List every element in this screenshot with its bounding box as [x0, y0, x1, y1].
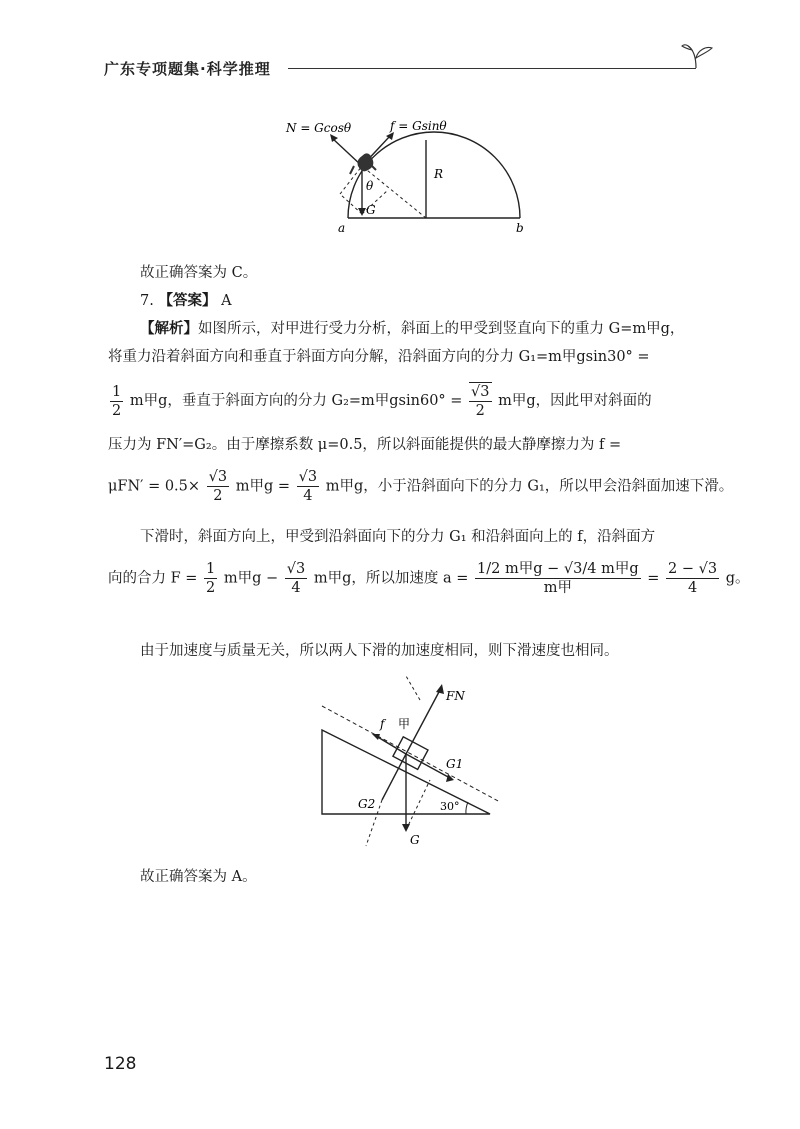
analysis-line-6: 下滑时，斜面方向上，甲受到沿斜面向下的分力 G₁ 和沿斜面向上的 f，沿斜面方 — [140, 529, 656, 545]
analysis-text-1: 如图所示，对甲进行受力分析，斜面上的甲受到竖直向下的重力 G=m甲g， — [198, 321, 685, 337]
label-a: a — [338, 221, 346, 235]
fraction-sqrt3-half-b: $\frac{√3}{2}$ — [208, 469, 228, 504]
analysis-tag: 【解析】 — [140, 320, 198, 337]
label-b: b — [516, 221, 524, 235]
fraction-result: $\frac{2 - √3}{4}$ — [668, 561, 718, 596]
fraction-sqrt3-quarter-b: $\frac{√3}{4}$ — [286, 561, 306, 596]
fraction-half-b: $\frac{1}{2}$ — [206, 561, 216, 596]
analysis-line-1 — [140, 318, 708, 340]
analysis-text-5c: m甲g，小于沿斜面向下的分力 G₁，所以甲会沿斜面加速下滑。 — [325, 478, 734, 495]
page-number: 128 — [104, 1054, 137, 1074]
semicircle-force-diagram — [270, 110, 550, 240]
answer-value: A — [221, 293, 232, 309]
fraction-sqrt3-half: $\frac{√3}{2}$ — [471, 384, 490, 419]
answer-line — [140, 290, 708, 312]
analysis-text-5b: m甲g = — [235, 478, 291, 495]
analysis-line-4: 压力为 FN′=G₂。由于摩擦系数 μ=0.5，所以斜面能提供的最大静摩擦力为 f = — [108, 437, 622, 453]
conclusion-c: 故正确答案为 C。 — [140, 265, 258, 281]
label-n: N = Gcosθ — [286, 121, 352, 135]
analysis-line-7 — [108, 560, 750, 597]
label-g1: G1 — [446, 757, 464, 771]
fraction-half: $\frac{1}{2}$ — [112, 383, 122, 419]
label-jia: 甲 — [398, 717, 411, 731]
header-title: 广东专项题集·科学推理 — [104, 60, 271, 78]
question-number: 7. — [140, 293, 154, 309]
analysis-text-7d: = — [647, 570, 660, 587]
header-rule — [288, 68, 696, 69]
analysis-text-7c: m甲g，所以加速度 a = — [313, 570, 469, 587]
sprout-icon — [680, 36, 720, 76]
label-theta: θ — [366, 179, 374, 193]
label-f2: f — [380, 717, 385, 731]
incline-force-diagram — [300, 676, 520, 856]
analysis-text-7e: g。 — [725, 570, 750, 587]
fraction-acceleration: $\frac{\text{1/2 m甲g − √3/4 m甲g}}{\text{m甲}}$ — [477, 561, 639, 596]
answer-tag: 【答案】 — [158, 292, 217, 309]
label-f: f = Gsinθ — [390, 119, 447, 133]
label-angle: 30° — [440, 800, 460, 813]
conclusion-a: 故正确答案为 A。 — [140, 869, 257, 885]
label-g-2: G — [410, 833, 420, 847]
label-fn: FN — [446, 689, 465, 703]
label-r: R — [434, 167, 444, 181]
analysis-text-7a: 向的合力 F = — [108, 570, 198, 587]
analysis-text-5a: μFN′ = 0.5× — [108, 478, 201, 495]
fraction-sqrt3-quarter: $\frac{√3}{4}$ — [298, 469, 318, 504]
analysis-text-3a: m甲g，垂直于斜面方向的分力 G₂=m甲gsin60° = — [129, 393, 463, 409]
analysis-text-7b: m甲g − — [223, 570, 279, 587]
analysis-line-3 — [108, 382, 708, 420]
analysis-line-2: 将重力沿着斜面方向和垂直于斜面方向分解，沿斜面方向的分力 G₁=m甲gsin30° = — [108, 349, 650, 365]
label-g2: G2 — [358, 797, 376, 811]
analysis-line-5 — [108, 468, 734, 505]
analysis-line-8: 由于加速度与质量无关，所以两人下滑的加速度相同，则下滑速度也相同。 — [140, 643, 619, 659]
label-g: G — [366, 203, 376, 217]
analysis-text-3b: m甲g，因此甲对斜面的 — [498, 393, 652, 409]
